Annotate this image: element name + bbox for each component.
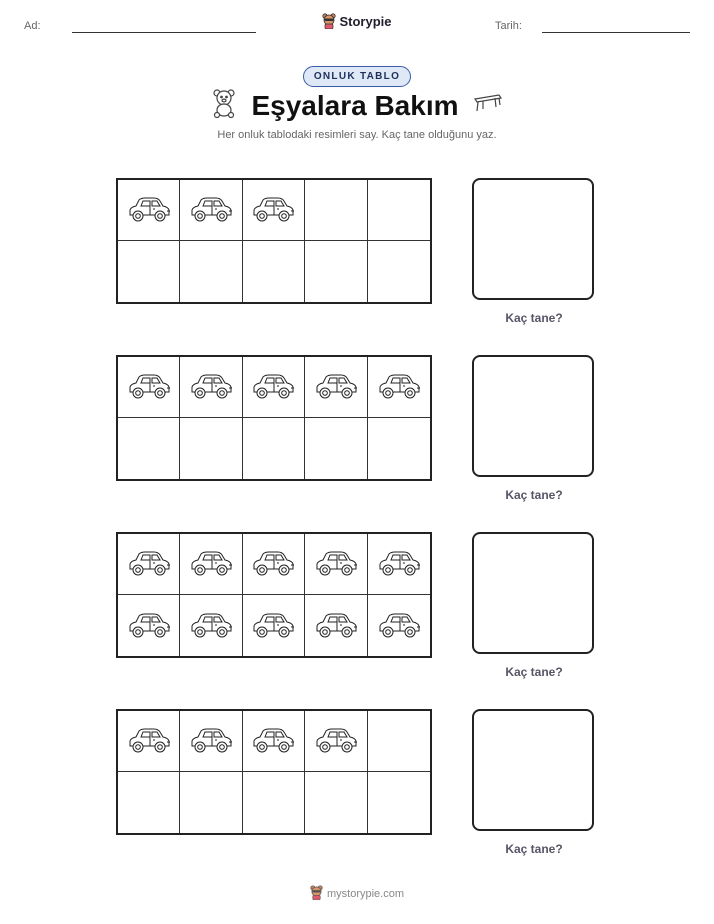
brand-name: Storypie bbox=[339, 13, 392, 29]
car-icon bbox=[313, 549, 359, 579]
ten-frame-cell bbox=[118, 772, 180, 833]
ten-frame bbox=[116, 355, 432, 481]
ten-frame-cell bbox=[118, 418, 180, 479]
ten-frame-cell bbox=[368, 418, 430, 479]
ten-frame-cell bbox=[118, 595, 180, 656]
ten-frame-cell bbox=[305, 534, 367, 595]
car-icon bbox=[250, 372, 296, 402]
ten-frame-cell bbox=[368, 534, 430, 595]
ten-frame-cell bbox=[305, 711, 367, 772]
ten-frame bbox=[116, 709, 432, 835]
ten-frame-cell bbox=[368, 357, 430, 418]
bench-icon bbox=[473, 93, 503, 118]
footer bbox=[0, 885, 714, 903]
ten-frame-cell bbox=[243, 241, 305, 302]
ten-frame-cell bbox=[118, 357, 180, 418]
ten-frame-cell bbox=[368, 772, 430, 833]
car-icon bbox=[188, 549, 234, 579]
ten-frame-cell bbox=[243, 772, 305, 833]
ten-frame-cell bbox=[180, 241, 242, 302]
car-icon bbox=[188, 726, 234, 756]
ten-frame-cell bbox=[243, 534, 305, 595]
answer-prompt: Kaç tane? bbox=[505, 842, 563, 856]
car-icon bbox=[250, 549, 296, 579]
instructions: Her onluk tablodaki resimleri say. Kaç tane olduğunu yaz. bbox=[217, 129, 497, 141]
name-label: Ad: bbox=[24, 20, 41, 32]
ten-frame-cell bbox=[368, 180, 430, 241]
car-icon bbox=[313, 611, 359, 641]
date-line[interactable] bbox=[542, 32, 690, 33]
brand-header bbox=[0, 13, 714, 29]
ten-frame bbox=[116, 178, 432, 304]
ten-frame-cell bbox=[180, 772, 242, 833]
car-icon bbox=[126, 611, 172, 641]
ten-frame-cell bbox=[118, 711, 180, 772]
ten-frame-cell bbox=[118, 241, 180, 302]
ten-frame-cell bbox=[368, 711, 430, 772]
answer-box[interactable] bbox=[472, 709, 594, 831]
car-icon bbox=[126, 549, 172, 579]
ten-frame-cell bbox=[368, 241, 430, 302]
ten-frame-cell bbox=[118, 534, 180, 595]
worksheet-type-badge: ONLUK TABLO bbox=[303, 66, 411, 87]
ten-frame-cell bbox=[305, 418, 367, 479]
car-icon bbox=[250, 611, 296, 641]
answer-prompt: Kaç tane? bbox=[505, 488, 563, 502]
ten-frame-cell bbox=[305, 180, 367, 241]
ten-frame-cell bbox=[180, 180, 242, 241]
bear-icon bbox=[310, 885, 323, 903]
ten-frame-cell bbox=[180, 595, 242, 656]
teddy-bear-icon bbox=[211, 88, 237, 123]
car-icon bbox=[376, 611, 422, 641]
answer-box[interactable] bbox=[472, 532, 594, 654]
car-icon bbox=[250, 726, 296, 756]
car-icon bbox=[188, 611, 234, 641]
ten-frame-cell bbox=[305, 772, 367, 833]
ten-frame-cell bbox=[243, 180, 305, 241]
answer-box[interactable] bbox=[472, 355, 594, 477]
car-icon bbox=[188, 195, 234, 225]
name-line[interactable] bbox=[72, 32, 256, 33]
car-icon bbox=[250, 195, 296, 225]
car-icon bbox=[376, 549, 422, 579]
ten-frame-cell bbox=[180, 534, 242, 595]
car-icon bbox=[126, 726, 172, 756]
car-icon bbox=[188, 372, 234, 402]
ten-frame-cell bbox=[118, 180, 180, 241]
ten-frame-cell bbox=[368, 595, 430, 656]
car-icon bbox=[313, 372, 359, 402]
bear-icon bbox=[322, 13, 336, 29]
ten-frame-cell bbox=[243, 418, 305, 479]
page-title: Eşyalara Bakım bbox=[251, 89, 459, 121]
car-icon bbox=[126, 195, 172, 225]
car-icon bbox=[126, 372, 172, 402]
ten-frame-cell bbox=[180, 418, 242, 479]
car-icon bbox=[376, 372, 422, 402]
date-label: Tarih: bbox=[495, 20, 522, 32]
ten-frame-cell bbox=[243, 711, 305, 772]
ten-frame-cell bbox=[243, 357, 305, 418]
ten-frame-cell bbox=[180, 711, 242, 772]
ten-frame-cell bbox=[243, 595, 305, 656]
answer-prompt: Kaç tane? bbox=[505, 311, 563, 325]
footer-url[interactable]: mystorypie.com bbox=[326, 888, 405, 900]
car-icon bbox=[313, 726, 359, 756]
ten-frame-cell bbox=[180, 357, 242, 418]
answer-prompt: Kaç tane? bbox=[505, 665, 563, 679]
answer-box[interactable] bbox=[472, 178, 594, 300]
ten-frame-cell bbox=[305, 357, 367, 418]
ten-frame-cell bbox=[305, 595, 367, 656]
ten-frame bbox=[116, 532, 432, 658]
ten-frame-cell bbox=[305, 241, 367, 302]
